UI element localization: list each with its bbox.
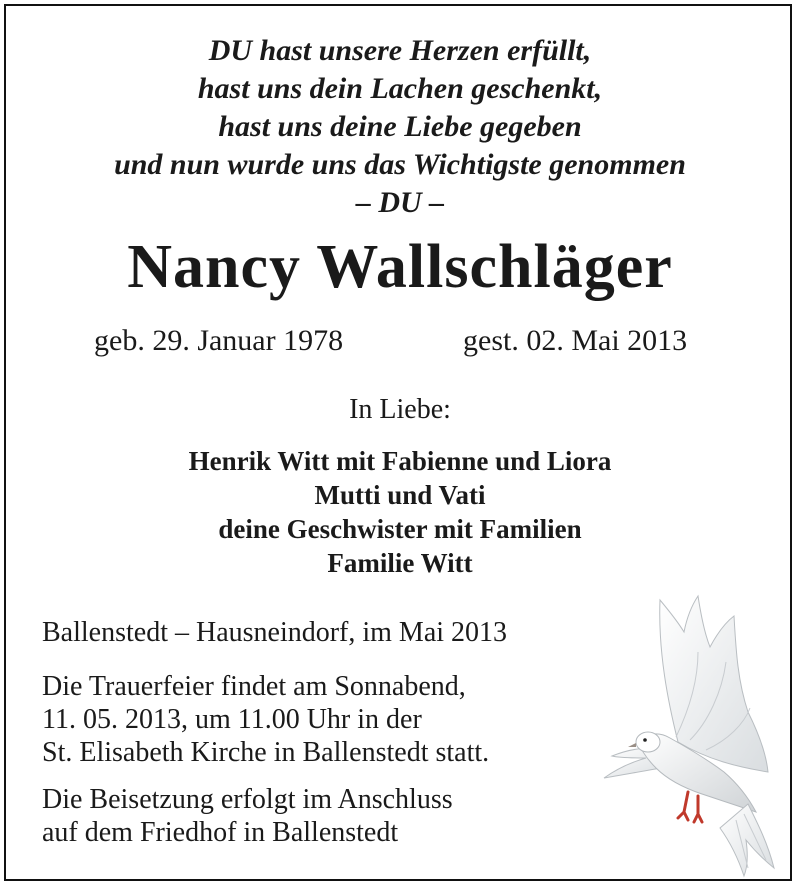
poem-line: DU hast unsere Herzen erfüllt, [208,34,592,67]
ceremony-line: 11. 05. 2013, um 11.00 Uhr in der [42,704,422,735]
poem-line: – DU – [355,186,445,219]
ceremony-info [42,670,489,769]
poem-line: und nun wurde uns das Wichtigste genommen [114,148,686,181]
mourner-line: Familie Witt [327,548,473,578]
ceremony-line: St. Elisabeth Kirche in Ballenstedt statt. [42,737,490,768]
dove-icon [598,592,788,880]
place-date: Ballenstedt – Hausneindorf, im Mai 2013 [42,617,508,648]
mourner-line: deine Geschwister mit Familien [218,514,582,544]
deceased-name: Nancy Wallschläger [127,233,673,301]
memorial-poem [0,32,800,222]
mourners-list [0,444,800,580]
burial-line: Die Beisetzung erfolgt im Anschluss [42,784,453,815]
death-date: gest. 02. Mai 2013 [463,324,688,357]
ceremony-line: Die Trauerfeier findet am Sonnabend, [42,671,466,702]
burial-line: auf dem Friedhof in Ballenstedt [42,817,399,848]
mourners-intro: In Liebe: [349,394,451,425]
poem-line: hast uns deine Liebe gegeben [218,110,582,143]
mourner-line: Henrik Witt mit Fabienne und Liora [188,446,612,476]
mourner-line: Mutti und Vati [314,480,486,510]
burial-info [42,783,453,849]
poem-line: hast uns dein Lachen geschenkt, [197,72,603,105]
birth-date: geb. 29. Januar 1978 [94,324,344,357]
